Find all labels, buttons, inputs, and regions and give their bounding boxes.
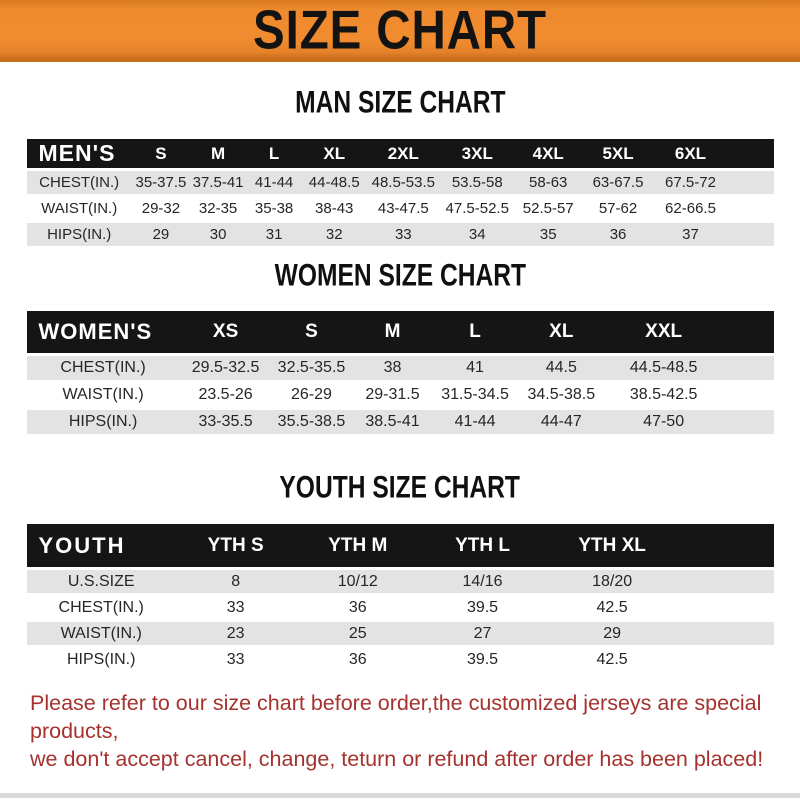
row-label: HIPS(IN.) [27,222,132,247]
data-cell: 30 [190,222,246,247]
men-size-table [27,139,774,246]
data-cell: 29 [132,222,190,247]
filler-cell [679,647,773,672]
filler-cell [727,170,773,196]
row-label: HIPS(IN.) [27,409,180,435]
filler-cell [727,196,773,222]
data-cell: 47-50 [606,409,721,435]
data-cell: 8 [176,569,296,595]
filler-cell [679,524,773,569]
data-cell: 44.5 [517,355,607,382]
table-row [27,382,774,409]
data-cell: 35 [514,222,582,247]
data-cell: 34 [440,222,514,247]
data-cell: 32.5-35.5 [272,355,352,382]
data-cell: 26-29 [272,382,352,409]
data-cell: 32 [302,222,366,247]
data-cell: 36 [295,595,420,621]
size-column-header: XS [180,311,272,355]
size-column-header: 5XL [582,139,654,170]
data-cell: 29 [545,621,679,647]
data-cell: 23 [176,621,296,647]
table-label: WOMEN'S [27,311,180,355]
table-row [27,647,774,672]
size-column-header: YTH L [420,524,545,569]
row-label: WAIST(IN.) [27,196,132,222]
data-cell: 41 [434,355,517,382]
data-cell: 37.5-41 [190,170,246,196]
filler-cell [679,621,773,647]
table-label: YOUTH [27,524,176,569]
size-column-header: 4XL [514,139,582,170]
table-row [27,409,774,435]
data-cell: 38 [351,355,433,382]
table-label: MEN'S [27,139,132,170]
data-cell: 43-47.5 [366,196,440,222]
data-cell: 38.5-42.5 [606,382,721,409]
filler-cell [721,409,773,435]
table-row [27,222,774,247]
size-column-header: 6XL [654,139,727,170]
size-column-header: XL [517,311,607,355]
data-cell: 29-31.5 [351,382,433,409]
women-section-heading-text: WOMEN SIZE CHART [274,258,526,293]
size-chart-banner [0,0,800,62]
bottom-divider [0,793,800,798]
data-cell: 38.5-41 [351,409,433,435]
order-policy-note-line1: Please refer to our size chart before order,the customized jerseys are special products, [30,691,762,743]
data-cell: 31.5-34.5 [434,382,517,409]
row-label: CHEST(IN.) [27,170,132,196]
filler-cell [721,311,773,355]
data-cell: 36 [295,647,420,672]
women-header-row [27,311,774,355]
data-cell: 33-35.5 [180,409,272,435]
size-column-header: S [272,311,352,355]
filler-cell [727,222,773,247]
data-cell: 47.5-52.5 [440,196,514,222]
row-label: CHEST(IN.) [27,595,176,621]
size-column-header: L [246,139,302,170]
data-cell: 41-44 [434,409,517,435]
size-column-header: YTH M [295,524,420,569]
youth-section-heading-text: YOUTH SIZE CHART [279,470,521,505]
size-column-header: XXL [606,311,721,355]
data-cell: 23.5-26 [180,382,272,409]
size-column-header: S [132,139,190,170]
table-row [27,569,774,595]
data-cell: 10/12 [295,569,420,595]
data-cell: 44-48.5 [302,170,366,196]
women-size-table [27,311,774,434]
order-policy-note-line2: we don't accept cancel, change, teturn or refund after order has been placed! [30,747,764,771]
data-cell: 41-44 [246,170,302,196]
data-cell: 29.5-32.5 [180,355,272,382]
table-row [27,595,774,621]
data-cell: 44-47 [517,409,607,435]
size-column-header: 3XL [440,139,514,170]
data-cell: 27 [420,621,545,647]
data-cell: 29-32 [132,196,190,222]
data-cell: 38-43 [302,196,366,222]
data-cell: 63-67.5 [582,170,654,196]
data-cell: 42.5 [545,647,679,672]
order-policy-note [0,689,800,773]
data-cell: 34.5-38.5 [517,382,607,409]
data-cell: 37 [654,222,727,247]
size-column-header: XL [302,139,366,170]
table-row [27,170,774,196]
data-cell: 58-63 [514,170,582,196]
youth-header-row [27,524,774,569]
data-cell: 33 [366,222,440,247]
data-cell: 35.5-38.5 [272,409,352,435]
data-cell: 36 [582,222,654,247]
size-column-header: YTH S [176,524,296,569]
man-section-heading-text: MAN SIZE CHART [294,85,506,120]
row-label: WAIST(IN.) [27,621,176,647]
data-cell: 57-62 [582,196,654,222]
size-column-header: M [351,311,433,355]
data-cell: 33 [176,595,296,621]
row-label: CHEST(IN.) [27,355,180,382]
data-cell: 35-37.5 [132,170,190,196]
data-cell: 33 [176,647,296,672]
filler-cell [727,139,773,170]
size-column-header: YTH XL [545,524,679,569]
filler-cell [679,595,773,621]
data-cell: 32-35 [190,196,246,222]
filler-cell [679,569,773,595]
size-column-header: M [190,139,246,170]
filler-cell [721,382,773,409]
row-label: U.S.SIZE [27,569,176,595]
filler-cell [721,355,773,382]
data-cell: 31 [246,222,302,247]
data-cell: 42.5 [545,595,679,621]
row-label: HIPS(IN.) [27,647,176,672]
youth-size-table [27,524,774,671]
data-cell: 62-66.5 [654,196,727,222]
data-cell: 53.5-58 [440,170,514,196]
table-row [27,355,774,382]
data-cell: 48.5-53.5 [366,170,440,196]
size-column-header: 2XL [366,139,440,170]
data-cell: 52.5-57 [514,196,582,222]
table-row [27,621,774,647]
men-header-row [27,139,774,170]
data-cell: 18/20 [545,569,679,595]
data-cell: 44.5-48.5 [606,355,721,382]
data-cell: 14/16 [420,569,545,595]
data-cell: 35-38 [246,196,302,222]
data-cell: 67.5-72 [654,170,727,196]
size-column-header: L [434,311,517,355]
table-row [27,196,774,222]
youth-section-heading [0,472,800,504]
data-cell: 39.5 [420,595,545,621]
data-cell: 39.5 [420,647,545,672]
man-section-heading [0,87,800,119]
banner-title: SIZE CHART [253,0,547,61]
data-cell: 25 [295,621,420,647]
women-section-heading [0,260,800,292]
row-label: WAIST(IN.) [27,382,180,409]
